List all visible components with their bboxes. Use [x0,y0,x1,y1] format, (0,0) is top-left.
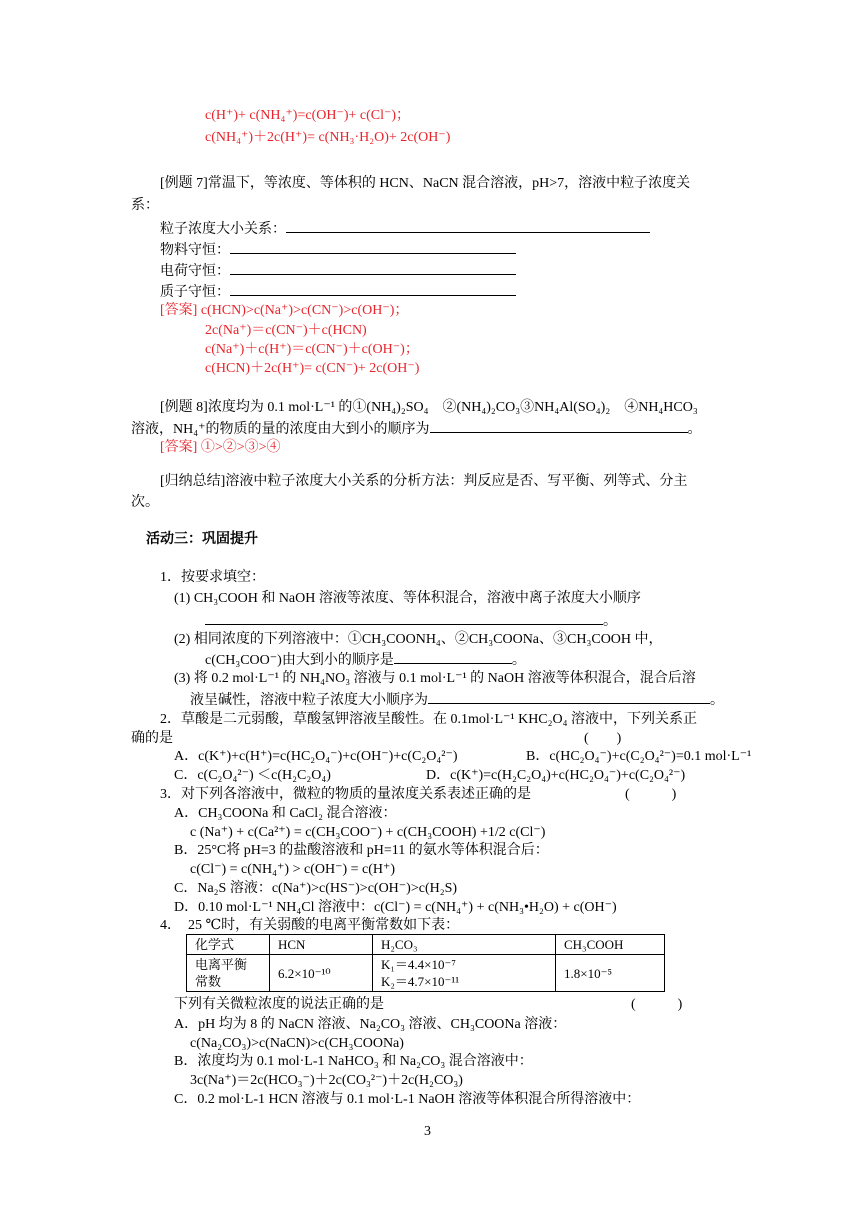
option-c: C．0.2 mol·L-1 HCN 溶液与 0.1 mol·L-1 NaOH 溶液等体积混合所得溶液中： [174,1092,641,1107]
answer-paren[interactable]: ( ) [631,997,683,1012]
text-line: c(H⁺)+ c(NH₄⁺)=c(OH⁻)+ c(Cl⁻)； [205,108,411,123]
text-line: c (Na⁺) + c(Ca²⁺) = c(CH₃COO⁻) + c(CH₃COOH) +1/2 c(Cl⁻) [190,825,546,840]
option-a: A．pH 均为 8 的 NaCN 溶液、Na₂CO₃ 溶液、CH₃COONa 溶液： [174,1017,567,1032]
table-header: 化学式 [187,935,270,955]
fill-line [160,261,516,281]
answer-text: 2c(Na⁺)＝c(CN⁻)＋c(HCN) [205,323,367,338]
ionization-constant-table [186,934,665,992]
table-cell [373,955,556,992]
fill-label: 质子守恒： [160,285,230,300]
text-line: c(Cl⁻) = c(NH₄⁺) > c(OH⁻) = c(H⁺) [190,862,396,877]
text-line: 3c(Na⁺)＝2c(HCO₃⁻)＋2c(CO₃²⁻)＋2c(H₂CO₃) [190,1073,463,1088]
table-header: CH₃COOH [556,935,665,955]
fill-label: 电荷守恒： [160,264,230,279]
punctuation: 。 [603,614,617,629]
punctuation: 。 [511,653,526,668]
text-line: (2) 相同浓度的下列溶液中：①CH₃COONH₄、②CH₃COONa、③CH₃COOH 中， [174,632,663,647]
text-line: (3) 将 0.2 mol·L⁻¹ 的 NH₄NO₃ 溶液与 0.1 mol·L⁻¹ 的 NaOH 溶液等体积混合，混合后溶 [174,671,696,686]
text-line: 系： [131,198,159,213]
option-a: A．CH₃COONa 和 CaCl₂ 混合溶液： [174,806,397,821]
text-line: 下列有关微粒浓度的说法正确的是 [174,997,384,1012]
fill-line [160,240,516,260]
fill-label: c(CH₃COO⁻)由大到小的顺序是 [205,653,394,668]
answer-blank[interactable] [230,261,516,275]
answer-blank[interactable] [286,219,650,233]
text-line: (1) CH₃COOH 和 NaOH 溶液等浓度、等体积混合，溶液中离子浓度大小顺序 [174,591,641,606]
row-label-line: 电离平衡 [195,957,248,972]
option-b: B．25°C将 pH=3 的盐酸溶液和 pH=11 的氨水等体积混合后： [174,843,549,858]
k2-value: K₂＝4.7×10⁻¹¹ [381,974,460,989]
k1-value: K₁＝4.4×10⁻⁷ [381,957,456,972]
table-header: H₂CO₃ [373,935,556,955]
answer-paren[interactable]: ( ) [584,731,622,746]
row-label-line: 常数 [195,974,222,989]
answer-blank[interactable] [230,240,516,254]
page-number: 3 [424,1124,431,1139]
fill-line [205,611,617,631]
text-line: c(Na₂CO₃)>c(NaCN)>c(CH₃COONa) [190,1036,404,1051]
answer-paren[interactable]: ( ) [625,787,677,802]
option-d: D．0.10 mol·L⁻¹ NH₄Cl 溶液中：c(Cl⁻) = c(NH₄⁺) + c(NH₃•H₂O) + c(OH⁻) [174,900,617,915]
question-2: 2．草酸是二元弱酸，草酸氢钾溶液呈酸性。在 0.1mol·L⁻¹ KHC₂O₄ 溶液中，下列关系正 [160,712,698,727]
fill-label: 液呈碱性，溶液中粒子浓度大小顺序为 [190,693,428,708]
question-3: 3．对下列各溶液中，微粒的物质的量浓度关系表述正确的是 [160,787,531,802]
table-cell: 6.2×10⁻¹⁰ [270,955,373,992]
answer-blank[interactable] [428,690,710,704]
fill-label: 粒子浓度大小关系： [160,222,286,237]
question-4: 4． 25 ℃时，有关弱酸的电离平衡常数如下表： [160,918,460,933]
answer-blank[interactable] [430,419,688,433]
example-7-question: [例题 7]常温下，等浓度、等体积的 HCN、NaCN 混合溶液，pH>7，溶液中粒子浓度关 [160,176,691,191]
option-a: A．c(K⁺)+c(H⁺)=c(HC₂O₄⁻)+c(OH⁻)+c(C₂O₄²⁻) [174,749,458,764]
text-line: 确的是 [131,731,173,746]
option-b: B．c(HC₂O₄⁻)+c(C₂O₄²⁻)=0.1 mol·L⁻¹ [526,749,752,764]
answer-text: [答案] c(HCN)>c(Na⁺)>c(CN⁻)>c(OH⁻)； [160,303,409,318]
fill-line [205,650,526,670]
answer-text: c(HCN)＋2c(H⁺)= c(CN⁻)+ 2c(OH⁻) [205,361,420,376]
fill-line [160,219,650,239]
option-d: D．c(K⁺)=c(H₂C₂O₄)+c(HC₂O₄⁻)+c(C₂O₄²⁻) [426,768,686,783]
example-8-question: [例题 8]浓度均为 0.1 mol·L⁻¹ 的①(NH₄)₂SO₄ ②(NH₄)₂CO₃③NH₄Al(SO₄)₂ ④NH₄HCO₃ [160,400,698,415]
punctuation: 。 [710,693,724,708]
table-row-label [187,955,270,992]
punctuation: 。 [687,422,702,437]
answer-blank[interactable] [205,611,603,625]
option-c: C．c(C₂O₄²⁻) ＜c(H₂C₂O₄) [174,768,331,783]
summary-text: [归纳总结]溶液中粒子浓度大小关系的分析方法：判反应是否、写平衡、列等式、分主 [160,474,688,489]
fill-line [190,690,724,710]
answer-blank[interactable] [230,282,516,296]
fill-label: 物料守恒： [160,243,230,258]
question-1: 1．按要求填空： [160,570,265,585]
table-header: HCN [270,935,373,955]
text-line: c(NH₄⁺)＋2c(H⁺)= c(NH₃·H₂O)+ 2c(OH⁻) [205,130,451,145]
answer-text: [答案] ①>②>③>④ [160,440,281,455]
answer-blank[interactable] [394,650,512,664]
table-cell: 1.8×10⁻⁵ [556,955,665,992]
option-b: B．浓度均为 0.1 mol·L-1 NaHCO₃ 和 Na₂CO₃ 混合溶液中： [174,1054,533,1069]
text-line: 次。 [131,495,159,510]
answer-text: c(Na⁺)＋c(H⁺)＝c(CN⁻)＋c(OH⁻)； [205,342,419,357]
fill-label: 溶液，NH₄⁺的物质的量的浓度由大到小的顺序为 [131,422,430,437]
fill-line [131,419,702,439]
section-heading: 活动三：巩固提升 [146,532,258,547]
option-c: C．Na₂S 溶液：c(Na⁺)>c(HS⁻)>c(OH⁻)>c(H₂S) [174,881,458,896]
fill-line [160,282,516,302]
